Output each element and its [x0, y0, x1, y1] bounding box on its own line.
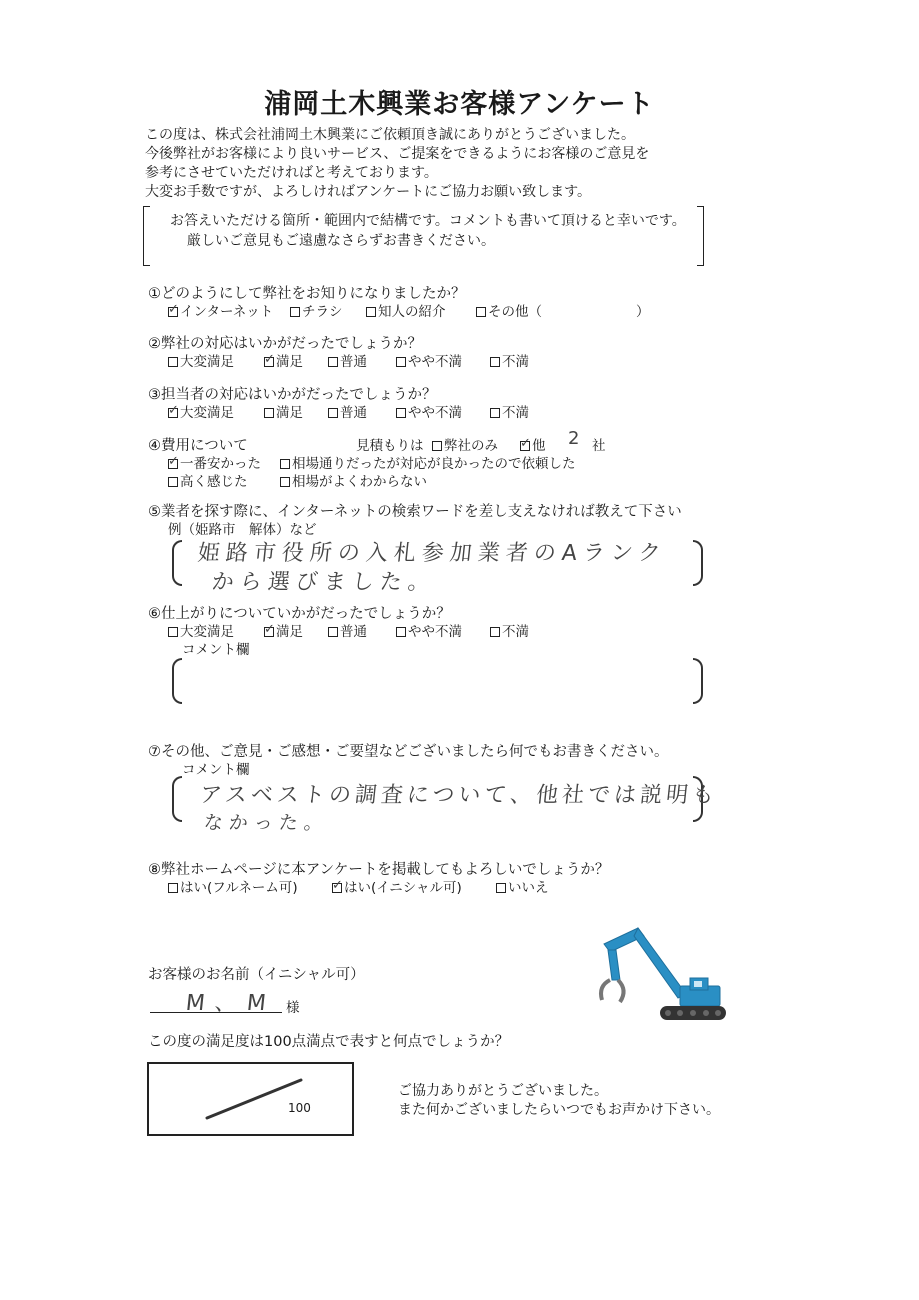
q3-option[interactable]: 不満	[490, 401, 529, 421]
q6-comment-label: コメント欄	[182, 642, 250, 658]
checkbox[interactable]	[432, 441, 442, 451]
q5-bracket-left	[172, 540, 182, 586]
score-label: この度の満足度は100点満点で表すと何点でしょうか？	[148, 1034, 510, 1050]
checkbox[interactable]	[168, 883, 178, 893]
thanks-text	[398, 1082, 720, 1120]
q4-estimate-label: 見積もりは	[356, 438, 424, 454]
intro-line: 参考にさせていただければと考えております。	[145, 165, 438, 181]
intro-line: 大変お手数ですが、よろしければアンケートにご協力お願い致します。	[145, 184, 592, 200]
q6-comment-bracket-left[interactable]	[172, 658, 182, 704]
q8-option[interactable]: いいえ	[496, 876, 549, 896]
note-line-1: お答えいただける箇所・範囲内で結構です。コメントも書いて頂けると幸いです。	[170, 213, 686, 229]
q5-example: 例（姫路市 解体）など	[168, 522, 317, 538]
checkbox-checked[interactable]	[168, 459, 178, 469]
q3-option[interactable]: 普通	[328, 401, 367, 421]
q4-option[interactable]: 相場通りだったが対応が良かったので依頼した	[280, 452, 576, 472]
q8-option[interactable]: ✓ はい(イニシャル可)	[332, 876, 462, 896]
intro-line: この度は、株式会社浦岡土木興業にご依頼頂き誠にありがとうございました。	[145, 127, 635, 143]
checkbox[interactable]	[290, 307, 300, 317]
checkbox-checked[interactable]	[168, 408, 178, 418]
q3-label: ③担当者の対応はいかがだったでしょうか？	[148, 387, 437, 403]
q5-answer: から選びました。	[210, 570, 438, 595]
checkbox[interactable]	[264, 408, 274, 418]
q8-label: ⑧弊社ホームページに本アンケートを掲載してもよろしいでしょうか？	[148, 862, 610, 878]
checkbox[interactable]	[396, 627, 406, 637]
intro-line: 今後弊社がお客様により良いサービス、ご提案をできるようにお客様のご意見を	[145, 146, 650, 162]
q6-option[interactable]: やや不満	[396, 620, 462, 640]
score-box[interactable]	[147, 1062, 354, 1136]
checkbox[interactable]	[168, 627, 178, 637]
q3-option[interactable]: やや不満	[396, 401, 462, 421]
q7-comment-bracket-left	[172, 776, 182, 822]
checkbox[interactable]	[328, 627, 338, 637]
name-suffix: 様	[286, 1000, 300, 1016]
q2-label: ②弊社の対応はいかがだったでしょうか？	[148, 336, 422, 352]
q4-option[interactable]: 相場がよくわからない	[280, 470, 427, 490]
q2-option[interactable]: 不満	[490, 350, 529, 370]
q6-option[interactable]: 不満	[490, 620, 529, 640]
q6-label: ⑥仕上がりについていかがだったでしょうか？	[148, 606, 451, 622]
q7-answer: なかった。	[202, 812, 331, 834]
q7-answer: アスベストの調査について、他社では説明も	[198, 783, 720, 808]
score-max: 100	[288, 1101, 311, 1115]
note-line-2: 厳しいご意見もご遠慮なさらずお書きください。	[187, 233, 495, 249]
checkbox-checked[interactable]	[168, 307, 178, 317]
note-bracket-right	[697, 206, 704, 266]
checkbox-checked[interactable]	[332, 883, 342, 893]
checkbox[interactable]	[280, 459, 290, 469]
q2-option[interactable]: やや不満	[396, 350, 462, 370]
q4-estimate-option[interactable]: ✓ 他	[520, 434, 546, 454]
checkbox[interactable]	[328, 408, 338, 418]
q4-estimate-suffix: 社	[592, 438, 606, 454]
checkbox[interactable]	[396, 357, 406, 367]
q6-option[interactable]: 大変満足	[168, 620, 234, 640]
checkbox[interactable]	[280, 477, 290, 487]
q3-option[interactable]: 満足	[264, 401, 303, 421]
q2-option[interactable]: 大変満足	[168, 350, 234, 370]
q5-bracket-right	[693, 540, 703, 586]
q5-answer: 姫路市役所の入札参加業者のAランク	[196, 541, 668, 566]
q1-option[interactable]: その他（	[476, 300, 542, 320]
checkbox[interactable]	[366, 307, 376, 317]
q4-option[interactable]: 高く感じた	[168, 470, 248, 490]
q4-estimate-count: 2	[568, 428, 580, 449]
q1-option[interactable]: チラシ	[290, 300, 343, 320]
q1-option[interactable]: 知人の紹介	[366, 300, 446, 320]
q3-option[interactable]: ✓大変満足	[168, 401, 234, 421]
checkbox[interactable]	[396, 408, 406, 418]
score-slash	[149, 1064, 352, 1134]
excavator-icon	[590, 922, 735, 1027]
checkbox[interactable]	[328, 357, 338, 367]
checkbox[interactable]	[496, 883, 506, 893]
checkbox-checked[interactable]	[264, 627, 274, 637]
checkbox[interactable]	[490, 627, 500, 637]
q4-estimate-option[interactable]: 弊社のみ	[432, 434, 498, 454]
q1-option[interactable]: ✓インターネット	[168, 300, 273, 320]
checkbox[interactable]	[490, 408, 500, 418]
q1-label: ①どのようにして弊社をお知りになりましたか？	[148, 286, 466, 302]
q4-option[interactable]: ✓一番安かった	[168, 452, 261, 472]
q2-option[interactable]: 普通	[328, 350, 367, 370]
survey-title: 浦岡土木興業お客様アンケート	[264, 89, 655, 120]
q7-comment-label: コメント欄	[182, 762, 250, 778]
q6-option[interactable]: 普通	[328, 620, 367, 640]
thanks-line: ご協力ありがとうございました。	[398, 1083, 608, 1099]
intro-text	[145, 126, 649, 202]
q6-option[interactable]: ✓ 満足	[264, 620, 303, 640]
note-bracket-left	[143, 206, 150, 266]
q8-option[interactable]: はい(フルネーム可)	[168, 876, 298, 896]
q5-label: ⑤業者を探す際に、インターネットの検索ワードを差し支えなければ教えて下さい	[148, 504, 682, 520]
checkbox[interactable]	[476, 307, 486, 317]
checkbox[interactable]	[168, 477, 178, 487]
checkbox[interactable]	[168, 357, 178, 367]
name-underline	[150, 1012, 282, 1013]
name-value[interactable]: M、M	[184, 991, 278, 1016]
q2-option[interactable]: ✓ 満足	[264, 350, 303, 370]
checkbox-checked[interactable]	[264, 357, 274, 367]
q4-label: ④費用について	[148, 438, 248, 454]
q6-comment-bracket-right	[693, 658, 703, 704]
checkbox[interactable]	[490, 357, 500, 367]
q7-label: ⑦その他、ご意見・ご感想・ご要望などございましたら何でもお書きください。	[148, 744, 669, 760]
checkbox-checked[interactable]	[520, 441, 530, 451]
q1-other-close: ）	[636, 304, 650, 320]
thanks-line: また何かございましたらいつでもお声かけ下さい。	[398, 1102, 720, 1118]
name-label: お客様のお名前（イニシャル可）	[148, 967, 365, 983]
